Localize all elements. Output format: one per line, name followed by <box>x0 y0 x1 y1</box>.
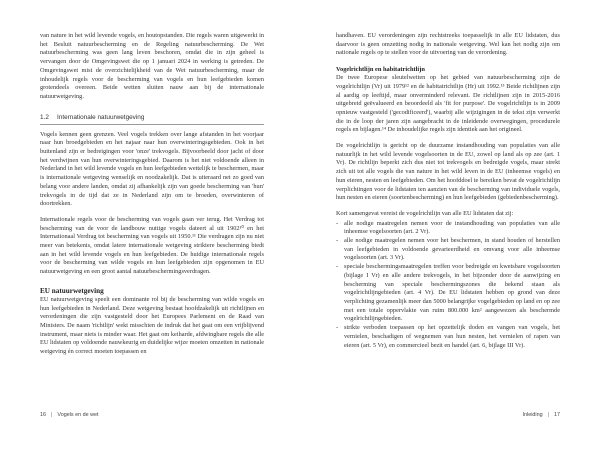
right-text-column <box>336 32 560 350</box>
right-page <box>300 0 600 450</box>
list-item: - strikte verboden toepassen op het opzettelijk doden en vangen van vogels, het vernielen, beschadigen of wegnemen van hun nesten, het vernielen of rapen van eieren (art. 5 Vr), en commercieel bezit en handel (art. 6, bijlage III Vr). <box>336 324 560 350</box>
right-page-footer <box>523 412 561 418</box>
section-title: Internationale natuurwetgeving <box>57 113 145 121</box>
list-item: - alle nodige maatregelen nemen voor het beschermen, in stand houden of herstellen van leefgebieden in voldoende gevarieerdheid en omvang voor alle inheemse vogelsoorten (art. 3 Vr). <box>336 237 560 263</box>
section-number: 1.2 <box>40 113 49 121</box>
intro-paragraph: van nature in het wild levende vogels, en houtopstanden. Die regels waren uitgewerkt in het Besluit natuurbescherming en de Regeling natuurbescherming. De Wet natuurbescherming was geen lang leven beschoren, omdat die in zijn geheel is vervangen door de Omgevingswet die op 1 januari 2024 in werking is getreden. De Omgevingswet mist de overzichtelijkheid van de Wet natuurbescherming, maar de inhoudelijk regels voor de bescherming van vogels en hun leefgebieden komen grotendeels overeen. Beide wetten sluiten nauw aan bij de internationale natuurwetgeving. <box>40 32 264 100</box>
left-page-footer <box>40 412 98 418</box>
subsection-paragraph: De twee Europese sleutelwetten op het gebied van natuurbescherming zijn de vogelrichtlijn (Vr) uit 1979¹² en de habitatrichtlijn (Hr) uit 1992.¹³ Beide richtlijnen zijn al aardig op leeftijd, maar onverminderd relevant. De richtlijnen zijn in 2015-2016 uitgebreid geëvalueerd en beoordeeld als 'fit for purpose'. De vogelrichtlijn is in 2009 opnieuw vastgesteld ('gecodificeerd'), waarbij alle wijzigingen in de tekst zijn verwerkt die in de loop der jaren zijn aangebracht in de inleidende overwegingen, procedurele regels en bijlagen.¹⁴ De inhoudelijke regels zijn identiek aan het origineel. <box>336 74 560 134</box>
footer-separator: | <box>547 412 549 418</box>
section-heading <box>40 114 264 125</box>
list-item: - alle nodige maatregelen nemen voor de instandhouding van populaties van alle inheemse vogelsoorten (art. 2 Vr). <box>336 220 560 237</box>
footer-separator: | <box>51 412 53 418</box>
subsection-paragraph: De vogelrichtlijn is gericht op de duurzame instandhouding van populaties van alle natuurlijk in het wild levende vogelsoorten in de EU, zowel op land als op zee (art. 1 Vr). De richtlijn beperkt zich dus niet tot trekvogels en bedreigde vogels, maar strekt zich uit tot alle vogels die van nature in het wild leven in de EU (inheemse vogels) en hun eieren, nesten en leefgebieden. Om het hoofddoel te bereiken bevat de vogelrichtlijn verplichtingen voor de lidstaten ten aanzien van de bescherming van individuele vogels, hun nesten en eieren (soortenbescherming) en hun leefgebieden (gebiedenbescherming). <box>336 142 560 202</box>
page-number: 16 <box>40 412 46 418</box>
running-head: Vogels en de wet <box>57 412 99 418</box>
section-paragraph: Vogels kennen geen grenzen. Veel vogels trekken over lange afstanden in het voorjaar naar hun broedgebieden en het najaar naar hun overwinteringsgebieden. Ook in het buitenland zijn er bedreigingen voor 'onze' trekvogels. Bijvoorbeeld door jacht of door het verdwijnen van hun overwinteringsgebied. Daarom is het niet voldoende alleen in Nederland in het wild levende vogels en hun leefgebieden wettelijk te beschermen, maar is internationale wetgeving wenselijk en noodzakelijk. Dat is uiteraard net zo goed van belang voor andere landen, omdat zij afhankelijk zijn van goede bescherming van 'hun' trekvogels in de tijd dat ze in Nederland zijn om te broeden, overwinteren of doortrekken. <box>40 130 264 208</box>
section-paragraph: Internationale regels voor de bescherming van vogels gaan ver terug. Het Verdrag tot bescherming van de voor de landbouw nuttige vogels dateert al uit 1902¹⁰ en het Internationaal Verdrag tot bescherming van vogels uit 1950.¹¹ Die verdragen zijn nu niet meer van betekenis, omdat latere internationale wetgeving striktere bescherming biedt aan in het wild levende vogels en hun leefgebieden. De huidige internationale regels voor de bescherming van wilde vogels en hun leefgebieden zijn opgenomen in EU natuurwetgeving en een groot aantal natuurbeschermingsverdragen. <box>40 215 264 276</box>
list-item: - speciale beschermingsmaatregelen treffen voor bedreigde en kwetsbare vogelsoorten (bijlage I Vr) en alle andere trekvogels, in het bijzonder door de aanwijzing en bescherming van speciale beschermingszones die bekend staan als vogelrichtlijngebieden (art. 4 Vr). De EU lidstaten hebben op grond van deze verplichting gezamenlijk meer dan 5000 belangrijke vogelgebieden op land en op zee met een totale oppervlakte van ruim 800.000 km² aangewezen als beschermde vogelrichtlijngebieden. <box>336 263 560 324</box>
continuation-paragraph: handhaven. EU verordeningen zijn rechtstreeks toepasselijk in alle EU lidstaten, dus daarvoor is geen omzetting nodig in nationale wetgeving. Wel kan het nodig zijn om nationale regels op te stellen voor de uitvoering van de verordening. <box>336 32 560 57</box>
requirements-list <box>336 220 560 351</box>
left-text-column <box>40 32 264 364</box>
list-intro: Kort samengevat vereist de vogelrichtlijn van alle EU lidstaten dat zij: <box>336 209 514 217</box>
subsection-heading: EU natuurwetgeving <box>40 286 104 295</box>
running-head: Inleiding <box>522 412 543 418</box>
subsection-paragraph: EU natuurwetgeving speelt een dominante rol bij de bescherming van wilde vogels en hun leefgebieden in Nederland. Deze wetgeving bestaat hoofdzakelijk uit richtlijnen en verordeningen die zijn vastgesteld door het Europees Parlement en de Raad van Ministers. De naam 'richtlijn' wekt misschien de indruk dat het gaat om een vrijblijvend instrument, maar niets is minder waar. Het gaat om keiharde, afdwingbare regels die alle EU lidstaten op voldoende nauwkeurig en duidelijke wijze moeten omzetten in nationale wetgeving én correct moeten toepassen en <box>40 295 264 356</box>
subsection-heading: Vogelrichtlijn en habitatrichtlijn <box>336 66 425 74</box>
page-number: 17 <box>554 412 560 418</box>
